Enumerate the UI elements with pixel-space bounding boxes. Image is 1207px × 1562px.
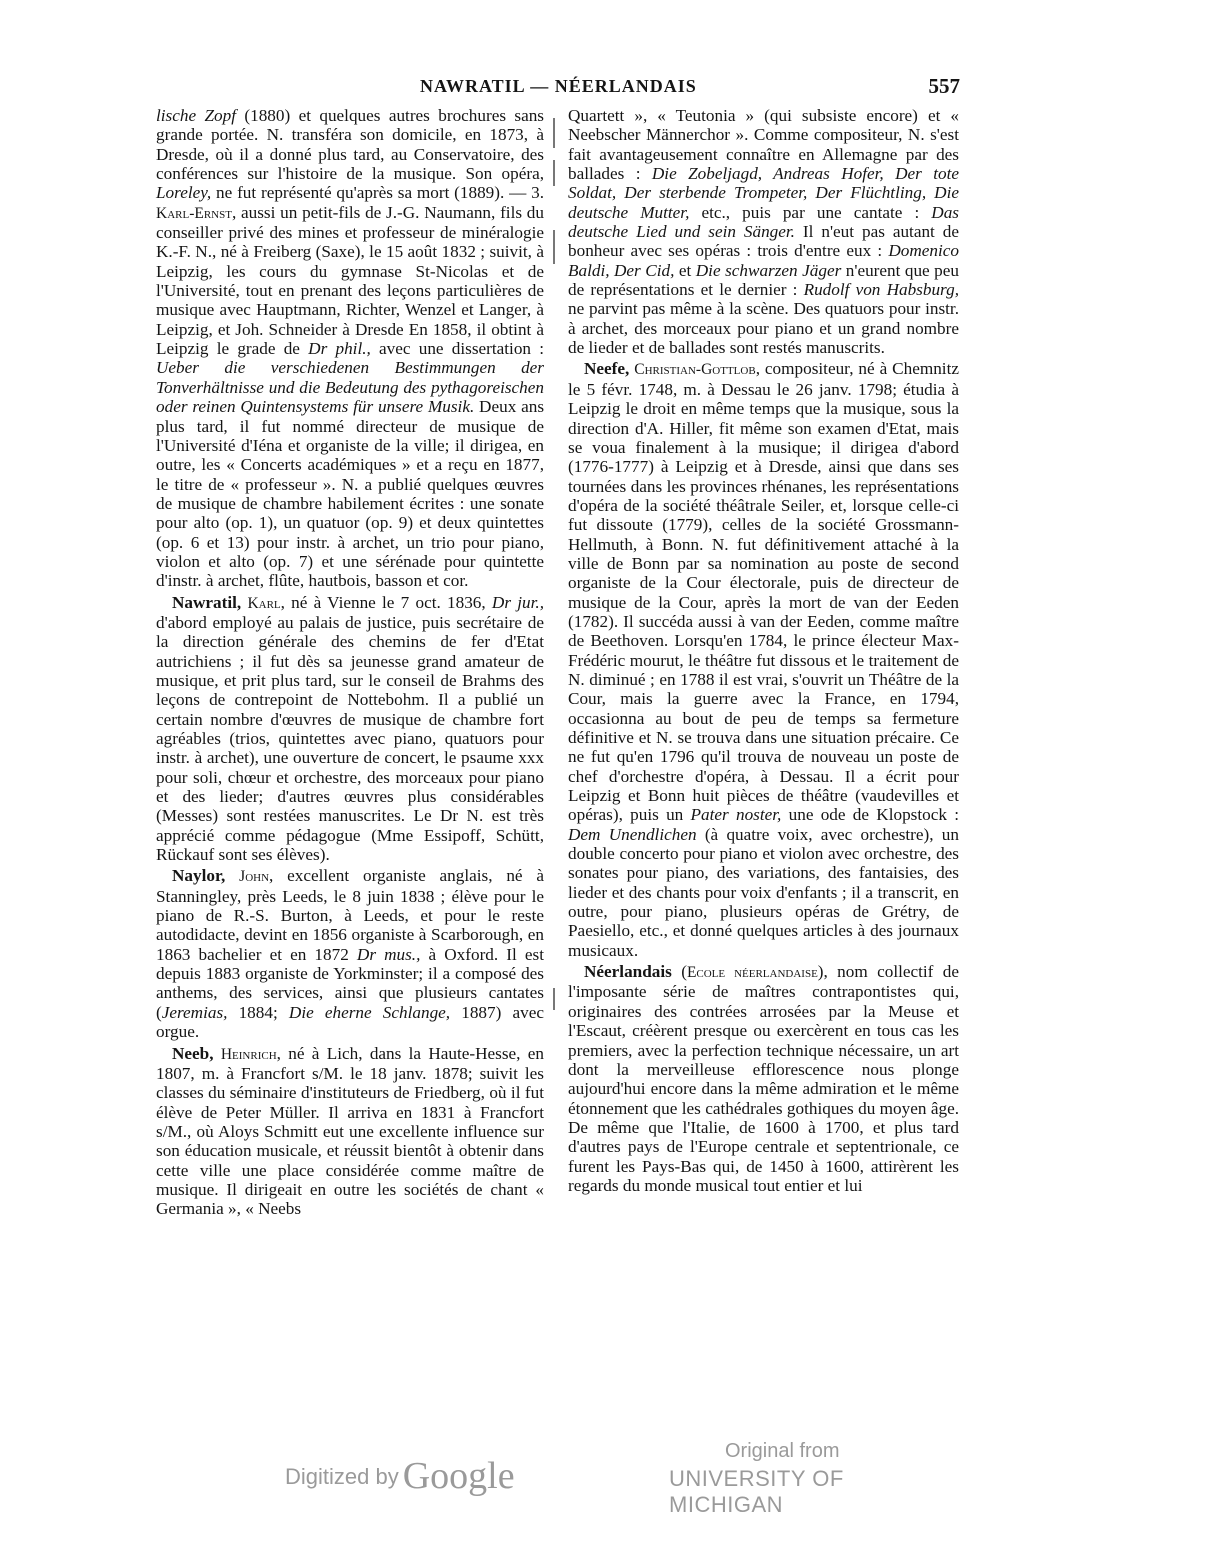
paragraph-neeb-continued [568, 106, 959, 357]
italic-text: Jeremias, [161, 1002, 228, 1022]
italic-text: Die Zobeljagd, Andreas Hofer, Der tote Soldat, Der sterbende Trompeter, Der Flüchtling, Die deutsche Mutter, [568, 164, 959, 222]
text: une ode de Klopstock : [781, 805, 959, 825]
column-divider [553, 988, 555, 1010]
italic-text: Das deutsche Lied und sein Sänger. [568, 202, 959, 242]
column-divider [553, 230, 555, 264]
page-number: 557 [928, 74, 960, 98]
entry-headword: Nawratil, [172, 592, 242, 612]
text: Il n'eut pas autant de bonheur avec ses opéras : trois d'entre eux : [568, 222, 959, 261]
original-from-label: Original from [725, 1440, 840, 1462]
italic-text: lische Zopf [156, 106, 236, 125]
entry-naylor [156, 866, 544, 1041]
small-caps-name: Ecole néerlandaise [686, 964, 818, 982]
column-divider [553, 160, 555, 186]
text: ( [671, 962, 687, 982]
italic-text: Dr mus., [356, 944, 421, 964]
small-caps-name: Karl-Ernst [156, 204, 232, 222]
entry-neeb [156, 1044, 544, 1219]
left-column [156, 106, 544, 1219]
small-caps-name: Heinrich [220, 1045, 277, 1063]
running-head: NAWRATIL — NÉERLANDAIS [420, 76, 697, 96]
small-caps-name: Christian-Gottlob [634, 361, 756, 379]
italic-text: Pater noster, [690, 805, 782, 825]
text: et [674, 260, 696, 280]
text: , né à Lich, dans la Haute-Hesse, en 1807, m. à Francfort s/M. le 18 janv. 1878; suivit les classes du séminaire d'instituteurs de Friedberg, où il fut élève de Peter Müller. Il arriva en 1831 à Francfort s/M., où Aloys Schmitt eut une excellente influence sur son éducation musicale, et réussit bientôt à obtenir dans cette ville une place considérée comme maître de musique. Il dirigeait en outre les sociétés de chant « Germania », « Neebs [156, 1043, 544, 1219]
right-column [568, 106, 959, 1195]
text: (1880) et quelques autres brochures sans grande portée. N. transféra son domicile, en 1873, à Dresde, où il a donné plus tard, au Conservatoire, des conférences sur l'histoire de la musique. Son opéra, [156, 106, 544, 184]
digitization-footer [285, 1440, 945, 1517]
text: d'abord employé au palais de justice, puis secrétaire de la direction générale des chemins de fer d'Etat autrichiens ; il fut dès sa jeunesse grand amateur de musique, et prit plus tard, sur le conseil de Brahms des leçons de contrepoint de Nottebohm. Il a publié un certain nombre d'œuvres de musique de chambre fort agréables (trios, quintettes avec piano, quatuors pour instr. à archet), une ouverture de concert, le psaume xxx pour soli, chœur et orchestre, des morceaux pour piano et des lieder; d'autres œuvres plus considérables (Messes) sont restées manuscrites. Le Dr N. est très apprécié comme pédagogue (Mme Essipoff, Schütt, Rückauf sont ses élèves). [156, 612, 544, 865]
university-label: UNIVERSITY OF MICHIGAN [669, 1466, 844, 1517]
entry-neerlandais [568, 962, 959, 1195]
entry-headword: Naylor, [172, 866, 226, 886]
text: , excellent organiste anglais, né à Stanningley, près Leeds, le 8 juin 1838 ; élève pour le piano de R.-S. Burton, à Leeds, et pour le reste autodidacte, devint en 1856 organiste à Scarborough, en 1863 bachelier et en 1872 [156, 866, 544, 964]
page-header [150, 74, 960, 100]
small-caps-name: Karl [247, 594, 281, 612]
text: , compositeur, né à Chemnitz le 5 févr. 1748, m. à Dessau le 26 janv. 1798; étudia à Leipzig le droit en même temps que la musique, sous la direction d'A. Hiller, fit même son examen d'Etat, mais se voua finalement à la musique; il dirigea d'abord (1776-1777) à Leipzig et à Dresde, ainsi que dans ses tournées dans les provinces rhénanes, les représentations d'opéra de la société théâtrale Seiler, et, lorsque celle-ci fut dissoute (1779), celles de la société Grossmann-Hellmuth, à Bonn. N. fut définitivement attaché à la ville de Bonn par sa nomination au poste de second organiste de la Cour électorale, puis de directeur de musique de la Cour, après la mort de van der Eeden (1782). Il succéda aussi à van der Eeden, comme maître de Beethoven. Lorsqu'en 1784, le prince électeur Max-Frédéric mourut, le théâtre fut dissous et le traitement de N. diminué ; en 1788 il est vrai, s'ouvrit un Théâtre de la Cour, mais la guerre avec la France, en 1794, occasionna au bout de peu de temps sa fermeture définitive et N. se trouva dans une situation précaire. Ce ne fut qu'en 1796 qu'il trouva de nouveau un poste de chef d'orchestre d'opéra, à Dessau. Il a écrit pour Leipzig et Bonn huit pièces de théâtre (vaudevilles et opéras), puis un [568, 359, 959, 825]
digitized-text: Digitized by [285, 1464, 399, 1489]
text: n'eurent que peu de représentations et le dernier : [568, 260, 959, 300]
column-divider [553, 118, 555, 148]
italic-text: Ueber die verschiedenen Bestimmungen der Tonverhältnisse und die Bedeutung des pythagoreischen oder reinen Quintensystems für unsere Musik. [156, 358, 544, 417]
text: Quartett », « Teutonia » (qui subsiste encore) et « Neebscher Männerchor ». Comme compositeur, N. s'est fait avantageusement connaître en Allemagne par des ballades : [568, 106, 959, 184]
small-caps-name: John [239, 868, 270, 886]
italic-text: Rudolf von Habsburg, [803, 280, 959, 300]
italic-text: Die eherne Schlange, [288, 1002, 451, 1022]
text: ne fut représenté qu'après sa mort (1889). — 3. [211, 183, 544, 203]
italic-text: Dr jur., [491, 592, 544, 612]
text: à Oxford. Il est depuis 1883 organiste de Yorkminster; il a composé des anthems, des services, ainsi que plusieurs cantates ( [156, 944, 544, 1022]
text: , aussi un petit-fils de J.-G. Naumann, fils du conseiller privé des mines et professeur de minéralogie K.-F. N., né à Freiberg (Saxe), le 15 août 1832 ; suivit, à Leipzig, les cours du gymnase St-Nicolas et de l'Université, tout en prenant des leçons particulières de musique avec Hauptmann, Richter, Wenzel et Langer, à Leipzig, et Joh. Schneider à Dresde En 1858, il obtint à Leipzig le grade de [156, 202, 544, 359]
entry-headword: Néerlandais [584, 962, 672, 982]
italic-text: Die schwarzen Jäger [695, 260, 842, 280]
text: , né à Vienne le 7 oct. 1836, [280, 592, 492, 612]
text: 1884; [227, 1002, 289, 1022]
text: etc., puis par une cantate : [689, 202, 932, 222]
italic-text: Dr phil., [308, 339, 371, 359]
entry-neefe [568, 359, 959, 960]
italic-text: Loreley, [156, 183, 212, 203]
google-logo-text: Google [402, 1455, 515, 1497]
text: Deux ans plus tard, il fut nommé directeur de musique de l'Université d'Iéna et organiste de la ville; il dirigea, en outre, les « Concerts académiques » et a reçu en 1877, le titre de « professeur ». N. a publié quelques œuvres de musique de chambre habilement écrites : une sonate pour alto (op. 1), un quatuor (op. 9) et deux quintettes (op. 6 et 13) pour instr. à archet, un trio pour piano, violon et alto (op. 7) et une sérénade pour quintette d'instr. à archet, flûte, hautbois, basson et cor. [156, 397, 545, 591]
entry-headword: Neeb, [172, 1043, 214, 1063]
entry-nawratil [156, 593, 544, 865]
italic-text: Dem Unendlichen [568, 824, 697, 844]
digitized-by-label [285, 1454, 515, 1498]
paragraph-naumann-continued [156, 106, 544, 591]
text: 1887) avec orgue. [156, 1002, 544, 1042]
text: ne parvint pas même à la scène. Des quatuors pour instr. à archet, des morceaux pour piano et un grand nombre de lieder et de ballades sont restés manuscrits. [568, 299, 959, 358]
text: (à quatre voix, avec orchestre), un double concerto pour piano et violon avec orchestre, des sonates pour piano, des variations, des fantaisies, des lieder et des chants pour voix d'enfants ; il a transcrit, en outre, pour piano, plusieurs opéras de Grétry, de Paesiello, etc., et donné quelques articles à des journaux musicaux. [568, 824, 959, 960]
entry-headword: Neefe, [584, 359, 630, 379]
italic-text: Domenico Baldi, Der Cid, [568, 241, 959, 280]
text: avec une dissertation : [370, 339, 545, 359]
text: ), nom collectif de l'imposante série de maîtres contrapontistes qui, originaires des contrées arrosées par la Meuse et l'Escaut, créèrent presque ou exercèrent en tous cas les premiers, avec la perfection technique nécessaire, un art dont la merveilleuse efflorescence nous plonge aujourd'hui encore dans la même admiration et le même étonnement que les cathédrales gothiques du moyen âge. De même que l'Italie, de 1600 à 1700, et plus tard d'autres pays de l'Europe centrale et septentrionale, ce furent les Pays-Bas qui, de 1450 à 1600, attirèrent les regards du monde musical tout entier et lui [568, 962, 959, 1195]
